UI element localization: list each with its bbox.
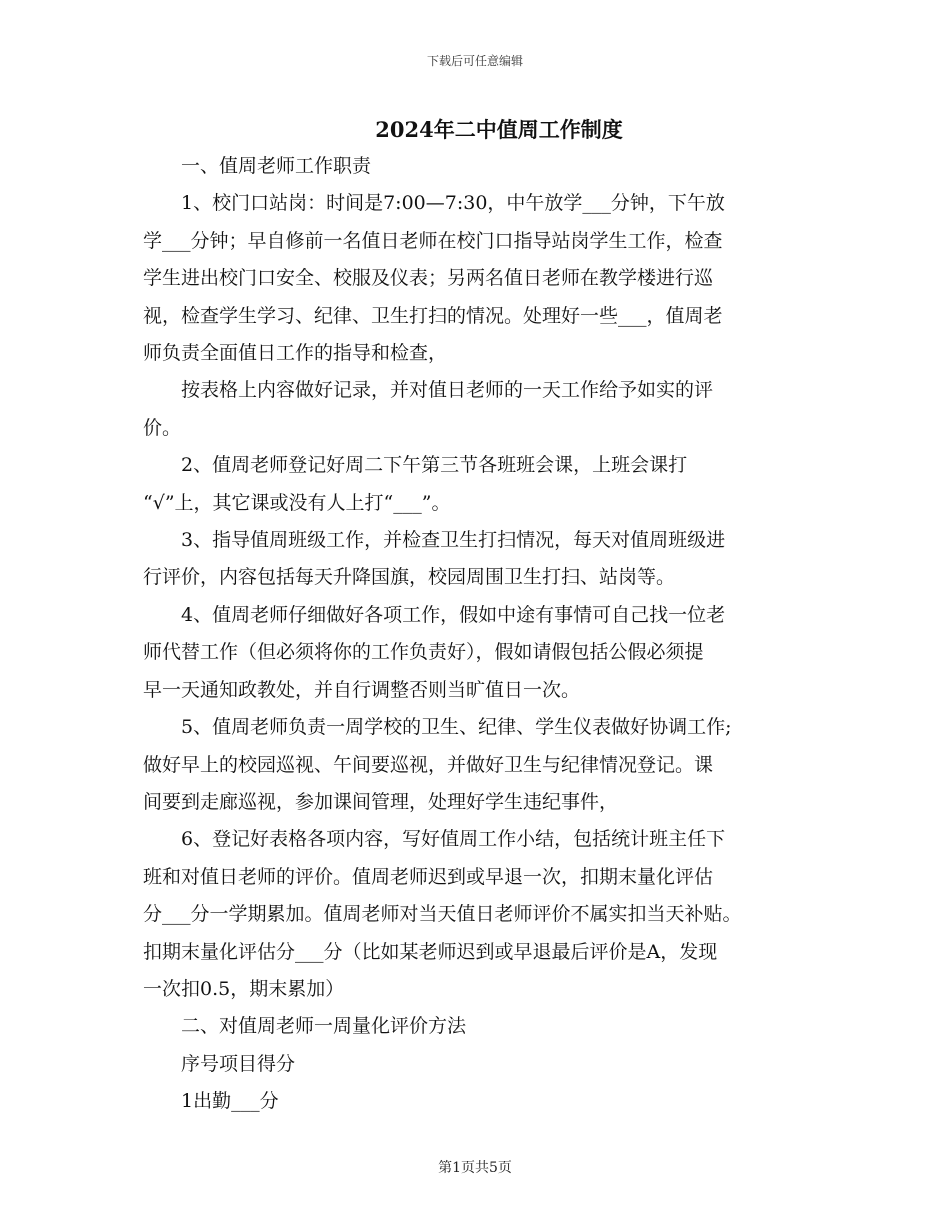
body-line: 做好早上的校园巡视、午间要巡视，并做好卫生与纪律情况登记。课 [143,753,714,776]
body-line: “√”上，其它课或没有人上打“___”。 [143,491,451,514]
body-line: 早一天通知政教处，并自行调整否则当旷值日一次。 [143,678,581,701]
body-line: 2、值周老师登记好周二下午第三节各班班会课，上班会课打 [143,454,688,477]
body-line: 学___分钟；早自修前一名值日老师在校门口指导站岗学生工作，检查 [143,229,723,252]
body-line: 行评价，内容包括每天升降国旗，校园周围卫生打扫、站岗等。 [143,566,676,589]
body-line: 扣期末量化评估分___分（比如某老师迟到或早退最后评价是A，发现 [143,940,718,963]
body-line: 价。 [143,416,182,439]
body-line: 一次扣0.5，期末累加） [143,977,345,1000]
body-line: 6、登记好表格各项内容，写好值周工作小结，包括统计班主任下 [143,828,726,851]
body-line: 二、对值周老师一周量化评价方法 [143,1015,467,1038]
body-line: 学生进出校门口安全、校服及仪表；另两名值日老师在教学楼进行巡 [143,267,714,290]
body-line: 一、值周老师工作职责 [143,155,372,177]
body-line: 师负责全面值日工作的指导和检查， [143,342,448,365]
body-line: 1、校门口站岗：时间是7:00—7:30，中午放学___分钟，下午放 [143,192,725,215]
body-line: 序号项目得分 [143,1052,296,1075]
document-body [143,148,813,1121]
body-line: 1出勤___分 [143,1090,279,1113]
header-note: 下载后可任意编辑 [426,54,523,68]
body-line: 班和对值日老师的评价。值周老师迟到或早退一次，扣期末量化评估 [143,865,714,888]
body-line: 按表格上内容做好记录，并对值日老师的一天工作给予如实的评 [143,379,714,402]
body-line: 5、值周老师负责一周学校的卫生、纪律、学生仪表做好协调工作; [143,716,732,739]
body-line: 3、指导值周班级工作，并检查卫生打扫情况，每天对值周班级进 [143,529,726,552]
body-line: 视，检查学生学习、纪律、卫生打扫的情况。处理好一些___，值周老 [143,304,723,327]
page-footer: 第1页共5页 [438,1160,512,1176]
body-line: 间要到走廊巡视，参加课间管理，处理好学生违纪事件， [143,790,619,813]
body-line: 分___分一学期累加。值周老师对当天值日老师评价不属实扣当天补贴。 [143,903,742,926]
body-line: 4、值周老师仔细做好各项工作，假如中途有事情可自己找一位老 [143,603,726,626]
document-title: 2024年二中值周工作制度 [375,117,623,142]
body-line: 师代替工作（但必须将你的工作负责好），假如请假包括公假必须提 [143,641,704,664]
